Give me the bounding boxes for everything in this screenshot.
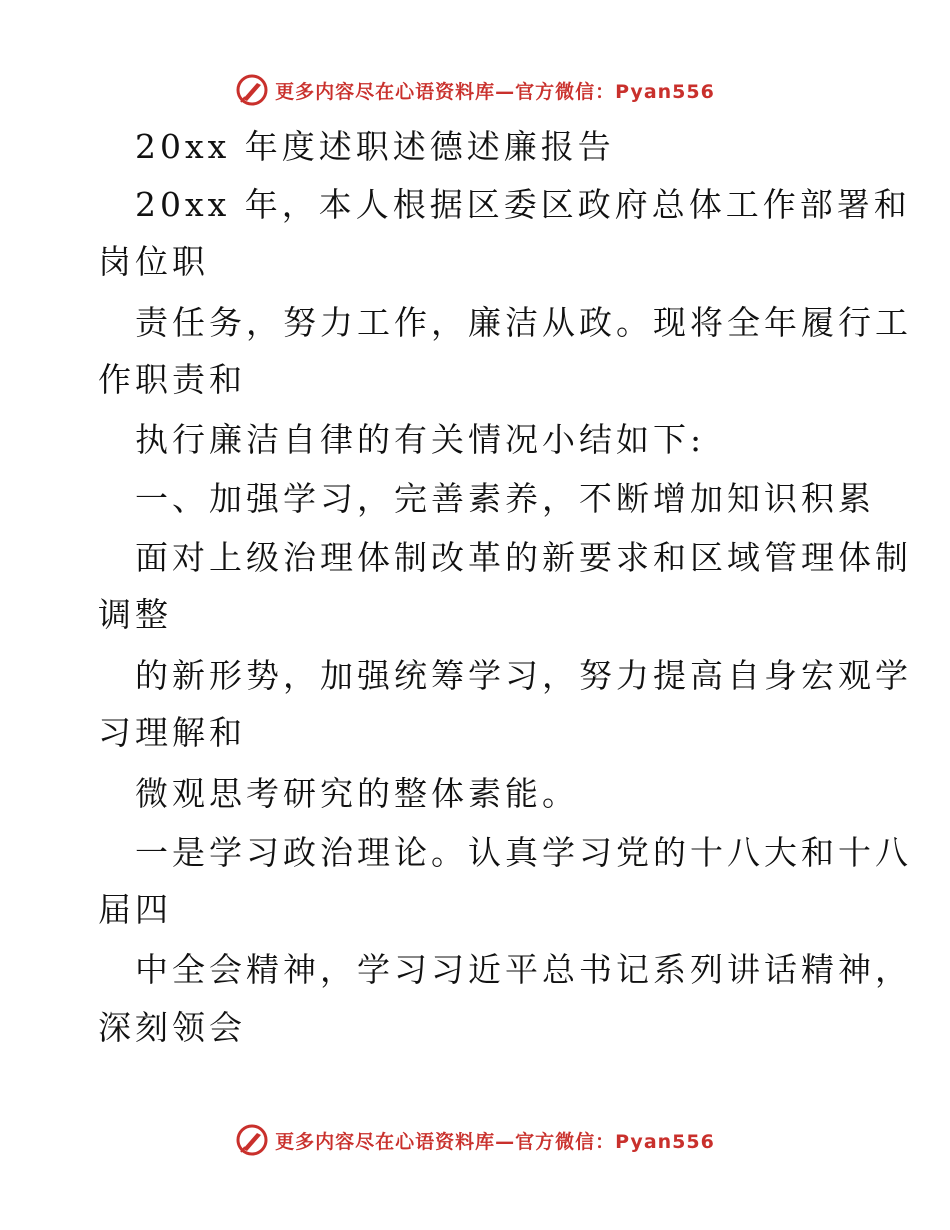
paragraph-line: 深刻领会 xyxy=(98,1008,246,1047)
section-heading: 一、加强学习，完善素养，不断增加知识积累 xyxy=(135,479,875,518)
paragraph-line: 习理解和 xyxy=(98,713,246,752)
paragraph-line: 面对上级治理体制改革的新要求和区域管理体制 xyxy=(135,538,912,577)
paragraph-line: 调整 xyxy=(98,595,172,634)
paragraph-line: 一是学习政治理论。认真学习党的十八大和十八 xyxy=(135,833,912,872)
banner-text: 更多内容尽在心语资料库—官方微信：Pyan556 xyxy=(275,80,715,103)
paragraph-line: 届四 xyxy=(98,890,172,929)
paragraph-line: 责任务，努力工作，廉洁从政。现将全年履行工 xyxy=(135,303,912,342)
paragraph-line: 20xx 年，本人根据区委区政府总体工作部署和 xyxy=(135,185,911,224)
banner-text: 更多内容尽在心语资料库—官方微信：Pyan556 xyxy=(275,1130,715,1153)
pen-circle-logo-icon xyxy=(235,73,269,107)
paragraph-line: 中全会精神，学习习近平总书记系列讲话精神， xyxy=(135,950,912,989)
paragraph-line: 作职责和 xyxy=(98,360,246,399)
paragraph-line: 微观思考研究的整体素能。 xyxy=(135,774,579,813)
paragraph-line: 岗位职 xyxy=(98,242,209,281)
paragraph-line: 的新形势，加强统筹学习，努力提高自身宏观学 xyxy=(135,656,912,695)
paragraph-line: 执行廉洁自律的有关情况小结如下: xyxy=(135,420,706,459)
document-title: 20xx 年度述职述德述廉报告 xyxy=(135,127,615,166)
pen-circle-logo-icon xyxy=(235,1123,269,1157)
footer-banner xyxy=(0,1120,950,1160)
header-banner xyxy=(0,70,950,110)
